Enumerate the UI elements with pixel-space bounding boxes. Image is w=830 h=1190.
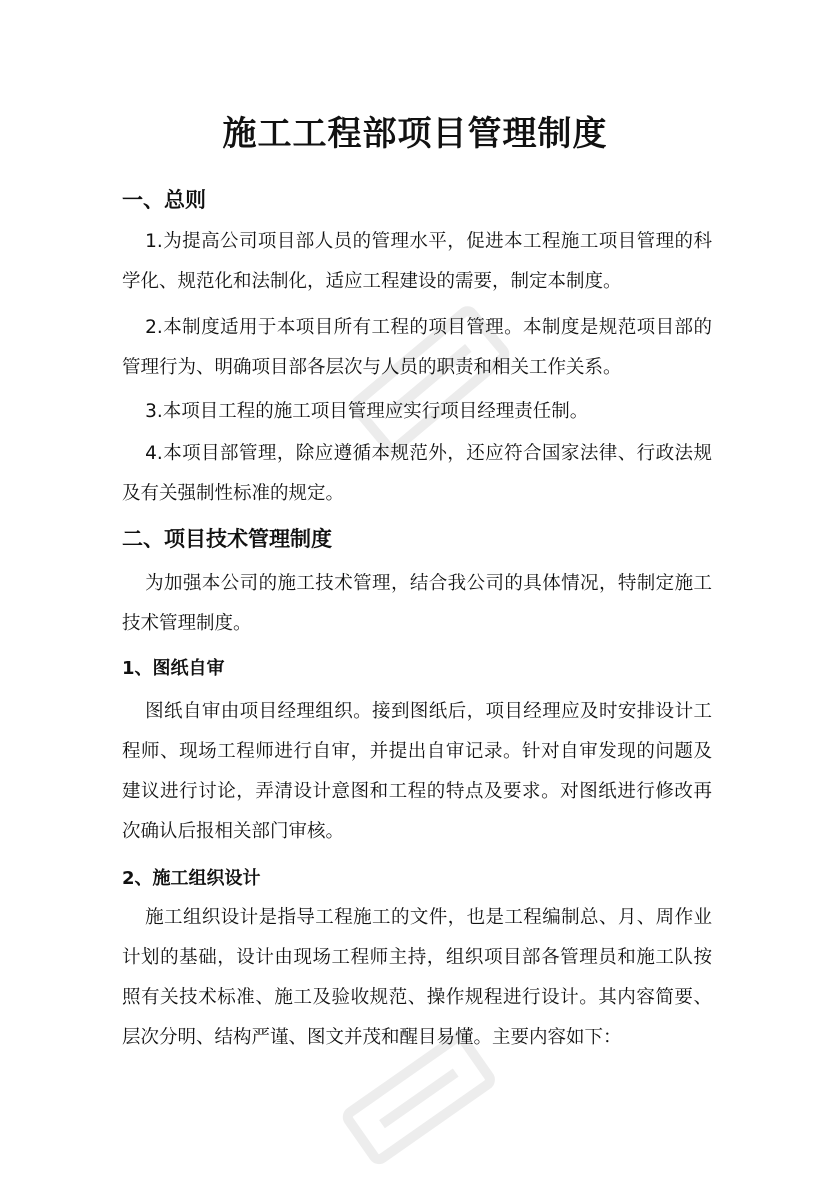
paragraph-tech-intro: 为加强本公司的施工技术管理，结合我公司的具体情况，特制定施工技术管理制度。 [122,573,712,634]
paragraph-general-1: 1.为提高公司项目部人员的管理水平，促进本工程施工项目管理的科学化、规范化和法制化，适应工程建设的需要，制定本制度。 [122,231,712,292]
document-title: 施工工程部项目管理制度 [222,114,608,154]
paragraph-general-3: 3.本项目工程的施工项目管理应实行项目经理责任制。 [145,401,589,422]
subsection-heading-construction-design: 2、施工组织设计 [122,868,261,889]
paragraph-construction-design: 施工组织设计是指导工程施工的文件，也是工程编制总、月、周作业计划的基础，设计由现场工程师主持，组织项目部各管理员和施工队按照有关技术标准、施工及验收规范、操作规程进行设计。其内容简要、层次分明、结构严谨、图文并茂和醒目易懂。主要内容如下： [122,907,712,1048]
paragraph-general-2: 2.本制度适用于本项目所有工程的项目管理。本制度是规范项目部的管理行为、明确项目部各层次与人员的职责和相关工作关系。 [122,317,712,378]
section-heading-tech-management: 二、项目技术管理制度 [122,527,332,551]
section-heading-general: 一、总则 [122,188,206,212]
subsection-heading-drawing-review: 1、图纸自审 [122,658,225,679]
paragraph-drawing-review: 图纸自审由项目经理组织。接到图纸后，项目经理应及时安排设计工程师、现场工程师进行自审，并提出自审记录。针对自审发现的问题及建议进行讨论，弄清设计意图和工程的特点及要求。对图纸进行修改再次确认后报相关部门审核。 [122,701,712,842]
paragraph-general-4: 4.本项目部管理，除应遵循本规范外，还应符合国家法律、行政法规及有关强制性标准的规定。 [122,443,712,504]
